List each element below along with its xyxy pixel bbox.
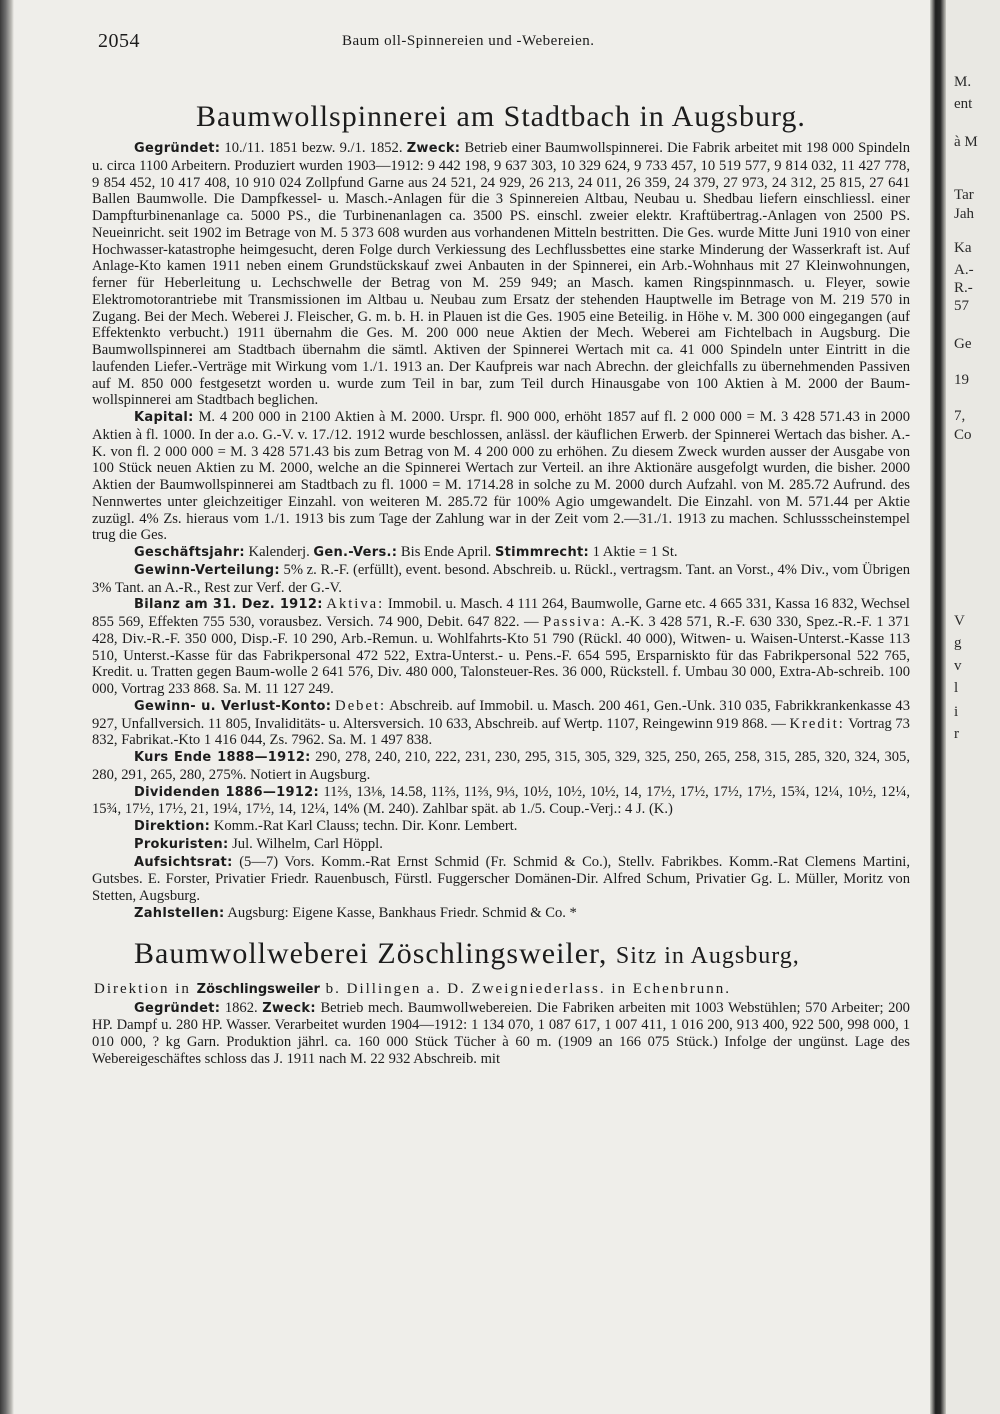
- adjacent-fragment: Co: [954, 427, 972, 443]
- gegruendet-text: 10./11. 1851 bezw. 9./1. 1852.: [224, 140, 403, 156]
- adjacent-fragment: v: [954, 658, 962, 674]
- company1-founding-purpose: [92, 140, 910, 409]
- adjacent-fragment: r: [954, 726, 959, 742]
- zweck-text-2: Betrieb mech. Baumwollwebereien. Die Fabriken arbeiten mit 1003 Webstühlen; 570 Arbeiter; 200 HP. Dampf u. 280 HP. Wasser. Verarbeitet wurden 1904—1912: 1 134 070, 1 087 617, 1 007 411, 1 016 200, 913 400, 922 500, 998 000, 1 010 000, ? kg Garn. Produktion jährl. ca. 160 000 Stück Tücher à 60 m. (1909 an 166 075 Stück.) Infolge der ungünst. Lage des Webereigeschäftes schloss das J. 1911 nach M. 22 932 Abschreib. mit: [92, 999, 910, 1067]
- main-column: [92, 28, 910, 1068]
- company1-kurs: [92, 749, 910, 784]
- company1-kapital: [92, 409, 910, 544]
- stimmrecht-text: 1 Aktie = 1 St.: [592, 544, 678, 560]
- label-kapital: Kapital:: [134, 410, 194, 425]
- geschaeftsjahr-text: Kalenderj.: [248, 544, 310, 560]
- adjacent-fragment: Jah: [954, 206, 974, 222]
- label-gegruendet: Gegründet:: [134, 141, 221, 156]
- company2-founding-purpose: [92, 1000, 910, 1068]
- label-gegruendet-2: Gegründet:: [134, 1000, 221, 1016]
- book-edge-shadow: [0, 0, 14, 1414]
- adjacent-fragment: M.: [954, 74, 972, 90]
- adjacent-fragment: i: [954, 704, 959, 720]
- company1-prokuristen: [92, 836, 910, 854]
- company1-guv: [92, 698, 910, 749]
- label-dividenden: Dividenden 1886—1912:: [134, 784, 320, 800]
- aufsichtsrat-text: (5—7) Vors. Komm.-Rat Ernst Schmid (Fr. Schmid & Co.), Stellv. Fabrikbes. Komm.-Rat Clemens Martini, Gutsbes. E. Forster, Privatier Friedr. Rauenbusch, Fürstl. Fuggerscher Domänen-Dir. Alfred Schum, Privatier Gg. L. Müller, Moritz von Stetten, Augsburg.: [92, 853, 910, 904]
- kapital-text: M. 4 200 000 in 2100 Aktien à M. 2000. Urspr. fl. 900 000, erhöht 1857 auf fl. 2 000 000 = M. 3 428 571.43 in 2000 Aktien à fl. 1000. In der a.o. G.-V. v. 17./12. 1912 wurde beschlossen, anlässl. der käuflichen Erwerb. der Spinnerei Wertach das bisher. A.-K. von fl. 2 000 000 = M. 3 428 571.43 bis zum Betrag von M. 4 200 000 zu erhöhen. Zu diesem Zweck wurden ausser der Ausgabe von 100 Stück neuen Aktien zu M. 2000, welche an die Spinnerei Wertach zur Verteil. an ihre Aktionäre ausgefolgt wurden, die bisher. 2000 Aktien der Baumwollspinnerei am Stadtbach zu fl. 1000 = M. 1714.28 in solche zu M. 2000 durch Aufzahl. von M. 285.72 Aufrund. des Nennwertes unter gleichzeitiger Einzahl. von weiteren M. 285.72 für 100% Agio umgewandelt. Die Einzahl. von M. 571.44 per Aktie zuzügl. 4% Zs. hieraus vom 1./1. 1913 bis zum Tage der Zahlung war in der Zeit vom 2.—31./1. 1913 zu machen. Schlussscheinstempel trug die Ges.: [92, 409, 910, 544]
- label-zweck-2: Zweck:: [262, 1000, 316, 1016]
- label-geschaeftsjahr: Geschäftsjahr:: [134, 545, 245, 560]
- company2-title: [92, 937, 910, 973]
- running-head: [92, 28, 910, 56]
- label-stimmrecht: Stimmrecht:: [494, 545, 590, 560]
- kredit-text: Vortrag 73 832, Fabrikat.-Kto 1 416 044, Zs. 7962. Sa. M. 1 497 838.: [92, 715, 910, 749]
- label-kurs: Kurs Ende 1888—1912:: [134, 750, 311, 765]
- label-passiva: Passiva:: [543, 614, 607, 630]
- adjacent-fragment: ent: [954, 96, 973, 112]
- label-aufsichtsrat: Aufsichtsrat:: [134, 854, 233, 870]
- label-zweck: Zweck:: [406, 141, 461, 156]
- company2-title-main: Baumwollweberei Zöschlingsweiler,: [134, 936, 608, 970]
- adjacent-fragment: A.-: [954, 262, 974, 278]
- adjacent-fragment: l: [954, 680, 959, 696]
- zahlstellen-text: Augsburg: Eigene Kasse, Bankhaus Friedr. Schmid & Co. *: [227, 904, 577, 921]
- passiva-text: A.-K. 3 428 571, R.-F. 630 330, Spez.-R.-F. 1 371 428, Div.-R.-F. 350 000, Disp.-F. 10 290, Arb.-Remun. u. Wohlfahrts-Kto 51 790 (Rückl. 40 000), Witwen- u. Waisen-Unterst.-Kasse 113 510, Unterst.-Kasse für das Fabrikpersonal 472 522, Extra-Unterst.- u. Pens.-F. 654 595, Ersparniskto für das Fabrikpersonal 522 765, Kredit. u. Tratten gegen Baum-wolle 2 641 576, Div. 480 000, Talonsteuer-Res. 36 000, Rückstell. f. Umbau 30 000, Extra-Ab-schreib. 100 000, Vortrag 233 868. Sa. M. 11 127 249.: [92, 614, 911, 697]
- label-zahlstellen: Zahlstellen:: [134, 905, 225, 921]
- adjacent-fragment: g: [954, 635, 962, 651]
- adjacent-fragment: 7,: [954, 408, 966, 424]
- adjacent-fragment: Tar: [954, 187, 974, 203]
- subhead-bold: Zöschlingsweiler: [196, 981, 320, 997]
- gegruendet-text-2: 1862.: [224, 999, 258, 1016]
- adjacent-page-strip: [946, 0, 1000, 1414]
- adjacent-fragment: Ka: [954, 240, 972, 256]
- company1-aufsichtsrat: [92, 854, 910, 905]
- company1-zahlstellen: [92, 905, 910, 923]
- company1-gewinnverteilung: [92, 562, 910, 597]
- label-genvers: Gen.-Vers.:: [313, 545, 398, 560]
- book-gutter: [930, 0, 946, 1414]
- label-aktiva: Aktiva:: [326, 596, 385, 613]
- aktiva-text: Immobil. u. Masch. 4 111 264, Baumwolle, Garne etc. 4 665 331, Kassa 16 832, Wechsel 855 569, Effekten 755 530, vorausbez. Versich. 74 900, Debit. 647 822. —: [92, 596, 910, 630]
- genvers-text: Bis Ende April.: [400, 544, 492, 560]
- subhead-pre: Direktion in: [94, 980, 191, 997]
- company1-bilanz: [92, 596, 910, 698]
- direktion-text: Komm.-Rat Karl Clauss; techn. Dir. Konr. Lembert.: [213, 818, 518, 834]
- company1-geschaeftsjahr: [92, 544, 910, 562]
- adjacent-fragment: V: [954, 613, 965, 629]
- company2-title-sitz: Sitz in Augsburg,: [615, 942, 800, 969]
- gewinnverteilung-text: 5% z. R.-F. (erfüllt), event. besond. Abschreib. u. Rückl., vertragsm. Tant. an Vorst., 4% Div., vom Übrigen 3% Tant. an A.-R., Rest zur Verf. der G.-V.: [92, 561, 910, 596]
- subhead-post: b. Dillingen a. D. Zweigniederlass. in Echenbrunn.: [325, 980, 731, 997]
- company1-dividenden: [92, 784, 910, 819]
- kurs-text: 290, 278, 240, 210, 222, 231, 230, 295, 315, 305, 329, 325, 250, 265, 258, 315, 285, 320, 324, 305, 280, 291, 265, 280, 275%. Notiert in Augsburg.: [92, 749, 911, 783]
- adjacent-fragment: R.-: [954, 280, 973, 296]
- page-number: 2054: [98, 30, 140, 52]
- label-kredit: Kredit:: [789, 715, 845, 732]
- prokuristen-text: Jul. Wilhelm, Carl Höppl.: [232, 835, 383, 852]
- label-gewinnverteilung: Gewinn-Verteilung:: [134, 562, 280, 578]
- company1-direktion: [92, 818, 910, 836]
- company2-subhead: [92, 979, 910, 1000]
- label-direktion: Direktion:: [134, 819, 211, 834]
- adjacent-fragment: à M: [954, 134, 978, 150]
- label-prokuristen: Prokuristen:: [134, 836, 229, 852]
- label-bilanz: Bilanz am 31. Dez. 1912:: [134, 597, 323, 613]
- adjacent-fragment: Ge: [954, 336, 972, 352]
- dividenden-text: 11⅔, 13⅛, 14.58, 11⅔, 11⅔, 9⅓, 10½, 10½, 10½, 14, 17½, 17½, 17½, 17½, 15¾, 12¼, 10½, 12¼, 15¾, 17½, 17½, 21, 19¼, 17½, 14, 12¼, 14% (M. 240). Zahlbar spät. ab 1./5. Coup.-Verj.: 4 J. (K.): [92, 783, 910, 818]
- label-debet: Debet:: [335, 697, 387, 714]
- adjacent-fragment: 19: [954, 372, 969, 388]
- adjacent-fragment: 57: [954, 298, 969, 314]
- running-head-title: Baum oll-Spinnereien und -Webereien.: [342, 33, 595, 49]
- debet-text: Abschreib. auf Immobil. u. Masch. 200 461, Gen.-Unk. 310 035, Fabrikkrankenkasse 43 927, Unfallversich. 11 805, Invaliditäts- u. Altersversich. 10 633, Abschreib. auf Wertp. 1107, Reingewinn 919 868. —: [92, 697, 910, 732]
- company1-title: Baumwollspinnerei am Stadtbach in Augsburg.: [196, 100, 806, 133]
- zweck-text: Betrieb einer Baumwollspinnerei. Die Fabrik arbeitet mit 198 000 Spindeln u. circa 1100 Arbeitern. Produziert wurden 1903—1912: 9 442 198, 9 637 303, 10 329 624, 9 733 457, 10 519 577, 9 814 032, 11 427 778, 9 854 452, 10 417 408, 10 910 024 Zollpfund Garne aus 24 521, 24 929, 26 213, 24 011, 26 359, 24 379, 27 973, 24 312, 25 815, 27 641 Ballen Baumwolle. Die Dampfkessel- u. Masch.-Anlagen für die 3 Spinnereien Altbau, Neubau u. Shedbau liefern einschliessl. einer Dampfturbinenanlage ca. 5000 PS., die Turbinenanlagen ca. 3500 PS. einschl. zweier elektr. Kraftübertrag.-Anlagen von 2500 PS. Neueinricht. seit 1902 im Betrage von M. 5 373 608 wurden aus vorhandenen Mitteln bestritten. Die Ges. wurde Mitte Juni 1910 von einer Hochwasser-katastrophe heimgesucht, deren Folge durch Verkiessung des Lechflussbettes eine starke Minderung der Wasserkraft ist. Auf Anlage-Kto kamen 1911 neben einem Grundstückskauf zwei Anbauten in der Spinnerei, ein Arb.-Wohnhaus mit 27 Kleinwohnungen, ferner für Heberleitung u. Lechschwelle der Betrag von M. 259 949; an Masch. kamen Ringspinnmasch. u. Fleyer, sowie Elektromotorantriebe mit Transmissionen im Altbau u. Neubau zum Ersatz der stehenden Hauptwelle im Betrage von M. 219 570 in Zugang. Bei der Mech. Weberei J. Fleischer, G. m. b. H. in Plauen ist die Ges. 1905 eine Beteilig. in Höhe v. M. 300 000 eingegangen (auf Effektenkto verbucht.) 1911 übernahm die Ges. M. 200 000 neue Aktien der Mech. Weberei am Fichtelbach in Augsburg. Die Baumwollspinnerei am Stadtbach übernahm die sämtl. Aktiven der Spinnerei Wertach mit ca. 41 000 Spindeln unter Eintritt in die laufenden Liefer.-Verträge mit Wirkung vom 1./1. 1913 an. Der Kaufpreis war nach Abrechn. der gleichfalls zu übernehmenden Passiven auf M. 850 000 festgesetzt worden u. wurde zum Teil in bar, zum Teil durch Hinausgabe von 100 Aktien à M. 2000 der Baum-wollspinnerei am Stadtbach beglichen.: [92, 140, 911, 409]
- label-guv: Gewinn- u. Verlust-Konto:: [134, 698, 332, 714]
